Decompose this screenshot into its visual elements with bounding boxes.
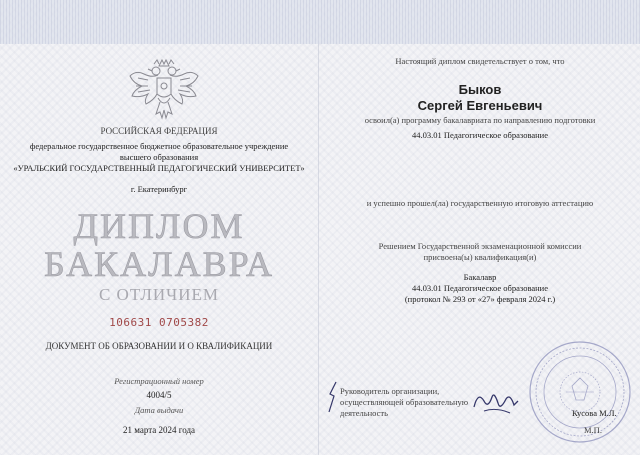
registration-label: Регистрационный номер [114, 376, 204, 386]
registration-number: 4004/5 [146, 390, 172, 400]
issue-date: 21 марта 2024 года [122, 425, 196, 435]
qualification-program: 44.03.01 Педагогическое образование [411, 283, 548, 293]
qualification-title: Бакалавр [463, 272, 497, 282]
document-type: ДОКУМЕНТ ОБ ОБРАЗОВАНИИ И О КВАЛИФИКАЦИИ [45, 341, 273, 351]
head-name: Кусова М.Л. [572, 408, 617, 418]
holder-name: Сергей Евгеньевич [417, 98, 543, 113]
program-name: 44.03.01 Педагогическое образование [411, 130, 548, 140]
serial-number: 106631 0705382 [109, 316, 209, 329]
degree-title: БАКАЛАВРА [43, 244, 275, 284]
head-label-line-1: Руководитель организации, [340, 386, 440, 396]
honors-label: С ОТЛИЧИЕМ [98, 285, 220, 304]
eagle-emblem-icon [126, 56, 202, 126]
holder-surname: Быков [458, 82, 502, 97]
city: г. Екатеринбург [130, 184, 188, 194]
commission-decision: Решением Государственной экзаменационной комиссии [378, 241, 582, 251]
institution-line-3: «УРАЛЬСКИЙ ГОСУДАРСТВЕННЫЙ ПЕДАГОГИЧЕСКИЙ УНИВЕРСИТЕТ» [13, 163, 305, 173]
stamp-place-label: М.П. [584, 425, 602, 435]
institution-line-1: федеральное государственное бюджетное образовательное учреждение [29, 141, 289, 151]
attestation-text: и успешно прошел(ла) государственную итоговую аттестацию [366, 198, 594, 208]
diploma-title: ДИПЛОМ [73, 206, 245, 246]
pen-mark-icon [326, 380, 340, 414]
qualification-intro: присвоена(ы) квалификация(и) [423, 252, 537, 262]
program-intro: освоил(а) программу бакалавриата по направлению подготовки [364, 115, 596, 125]
page-fold [318, 44, 319, 455]
seal-stamp-icon [528, 340, 632, 444]
protocol-reference: (протокол № 293 от «27» февраля 2024 г.) [404, 294, 556, 304]
decorative-top-band [0, 0, 640, 44]
issue-date-label: Дата выдачи [134, 405, 184, 415]
intro-text: Настоящий диплом свидетельствует о том, что [395, 56, 565, 66]
head-label-line-3: деятельность [340, 408, 388, 418]
institution-line-2: высшего образования [119, 152, 199, 162]
head-label-line-2: осуществляющей образовательную [340, 397, 469, 407]
signature-icon [470, 385, 522, 419]
country-name: РОССИЙСКАЯ ФЕДЕРАЦИЯ [100, 126, 218, 136]
